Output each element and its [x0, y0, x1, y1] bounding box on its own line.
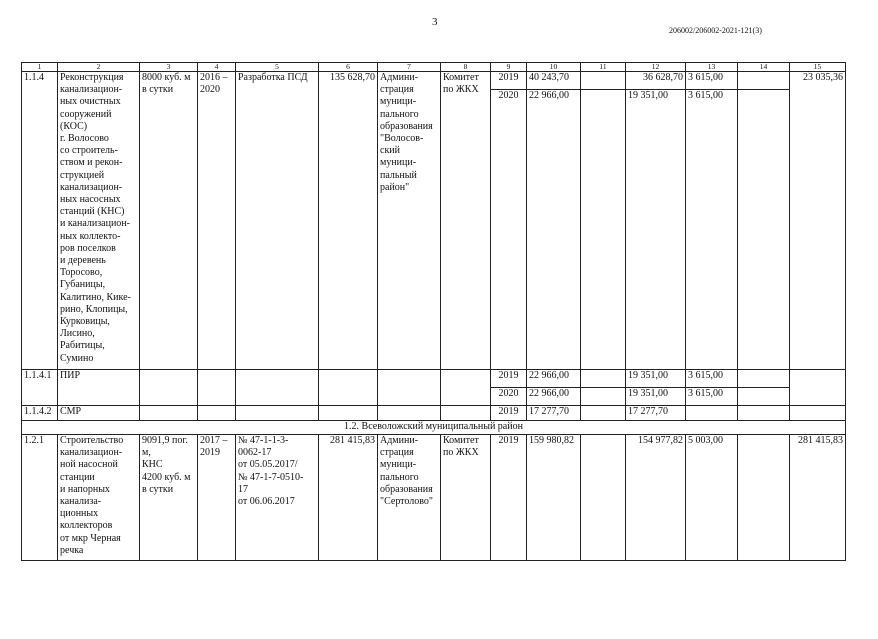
total: 22 966,00 — [527, 370, 581, 388]
column-number: 1 — [22, 63, 58, 72]
empty-cell — [378, 406, 441, 421]
document: № 47-1-1-3- 0062-17 от 05.05.2017/ № 47-1-7-0510- 17 от 06.06.2017 — [236, 435, 319, 561]
empty-cell — [378, 370, 441, 406]
capacity: 8000 куб. м в сутки — [140, 72, 198, 370]
empty-cell — [738, 388, 790, 406]
total: 40 243,70 — [527, 72, 581, 90]
year: 2019 — [491, 435, 527, 561]
total: 22 966,00 — [527, 90, 581, 370]
table-row — [22, 72, 846, 90]
empty-cell — [790, 370, 846, 406]
column-number: 2 — [58, 63, 140, 72]
table-row — [22, 435, 846, 561]
object-name: СМР — [58, 406, 140, 421]
column-number-row — [22, 63, 846, 72]
cell-12: 17 277,70 — [626, 406, 686, 421]
cell-12: 19 351,00 — [626, 370, 686, 388]
document: Разработка ПСД — [236, 72, 319, 370]
cost: 135 628,70 — [319, 72, 378, 370]
cell-11 — [581, 72, 626, 90]
years: 2016 – 2020 — [198, 72, 236, 370]
cell-11 — [581, 90, 626, 370]
empty-cell — [790, 406, 846, 421]
cell-12: 154 977,82 — [626, 435, 686, 561]
column-number: 10 — [527, 63, 581, 72]
section-heading-row — [22, 421, 846, 435]
object-name: ПИР — [58, 370, 140, 406]
empty-cell — [236, 370, 319, 406]
customer: Админи- страция муници- пального образования "Сертолово" — [378, 435, 441, 561]
column-number: 13 — [686, 63, 738, 72]
object-name: Строительство канализацион- ной насосной станции и напорных канализа- ционных коллекторов от мкр Черная речка — [58, 435, 140, 561]
cell-12: 19 351,00 — [626, 388, 686, 406]
empty-cell — [140, 370, 198, 406]
column-number: 15 — [790, 63, 846, 72]
section-heading: 1.2. Всеволожский муниципальный район — [22, 421, 846, 435]
year: 2019 — [491, 406, 527, 421]
cell-12: 36 628,70 — [626, 72, 686, 90]
page-number: 3 — [432, 16, 438, 28]
empty-cell — [581, 370, 626, 388]
empty-cell — [738, 370, 790, 388]
empty-cell — [581, 406, 626, 421]
table-row — [22, 370, 846, 388]
column-number: 14 — [738, 63, 790, 72]
table-row — [22, 406, 846, 421]
customer: Админи- страция муници- пального образования "Волосов- ский муници- пальный район" — [378, 72, 441, 370]
row-id: 1.1.4 — [22, 72, 58, 370]
year: 2019 — [491, 370, 527, 388]
responsible: Комитет по ЖКХ — [441, 72, 491, 370]
total: 159 980,82 — [527, 435, 581, 561]
empty-cell — [236, 406, 319, 421]
empty-cell — [140, 406, 198, 421]
cost: 281 415,83 — [319, 435, 378, 561]
empty-cell — [441, 370, 491, 406]
capacity: 9091,9 пог. м, КНС 4200 куб. м в сутки — [140, 435, 198, 561]
cell-13: 3 615,00 — [686, 370, 738, 388]
empty-cell — [198, 370, 236, 406]
empty-cell — [441, 406, 491, 421]
cell-15: 23 035,36 — [790, 72, 846, 370]
empty-cell — [738, 435, 790, 561]
empty-cell — [686, 406, 738, 421]
cell-14 — [738, 72, 790, 90]
column-number: 5 — [236, 63, 319, 72]
cell-13: 3 615,00 — [686, 388, 738, 406]
year: 2019 — [491, 72, 527, 90]
cell-15: 281 415,83 — [790, 435, 846, 561]
row-id: 1.2.1 — [22, 435, 58, 561]
column-number: 9 — [491, 63, 527, 72]
total: 22 966,00 — [527, 388, 581, 406]
responsible: Комитет по ЖКХ — [441, 435, 491, 561]
cell-13: 3 615,00 — [686, 72, 738, 90]
column-number: 7 — [378, 63, 441, 72]
document-code: 206002/206002-2021-121(3) — [669, 26, 762, 35]
cell-12: 19 351,00 — [626, 90, 686, 370]
object-name: Реконструкция канализацион- ных очистных сооружений (КОС) г. Волосово со строитель- ством и рекон- струкцией канализацион- ных насосных станций (КНС) и канализацион- ных коллекто- ров поселков и деревень Торосово, Губаницы, Калитино, Кике- рино, Клопицы, Курковицы, Лисино, Рабитицы, Сумино — [58, 72, 140, 370]
program-table — [21, 62, 846, 561]
empty-cell — [581, 435, 626, 561]
row-id: 1.1.4.1 — [22, 370, 58, 406]
column-number: 4 — [198, 63, 236, 72]
years: 2017 – 2019 — [198, 435, 236, 561]
cell-14 — [738, 90, 790, 370]
cell-13: 5 003,00 — [686, 435, 738, 561]
year: 2020 — [491, 90, 527, 370]
empty-cell — [319, 370, 378, 406]
column-number: 12 — [626, 63, 686, 72]
total: 17 277,70 — [527, 406, 581, 421]
column-number: 11 — [581, 63, 626, 72]
column-number: 8 — [441, 63, 491, 72]
row-id: 1.1.4.2 — [22, 406, 58, 421]
year: 2020 — [491, 388, 527, 406]
empty-cell — [198, 406, 236, 421]
empty-cell — [738, 406, 790, 421]
empty-cell — [581, 388, 626, 406]
cell-13: 3 615,00 — [686, 90, 738, 370]
empty-cell — [319, 406, 378, 421]
column-number: 6 — [319, 63, 378, 72]
column-number: 3 — [140, 63, 198, 72]
